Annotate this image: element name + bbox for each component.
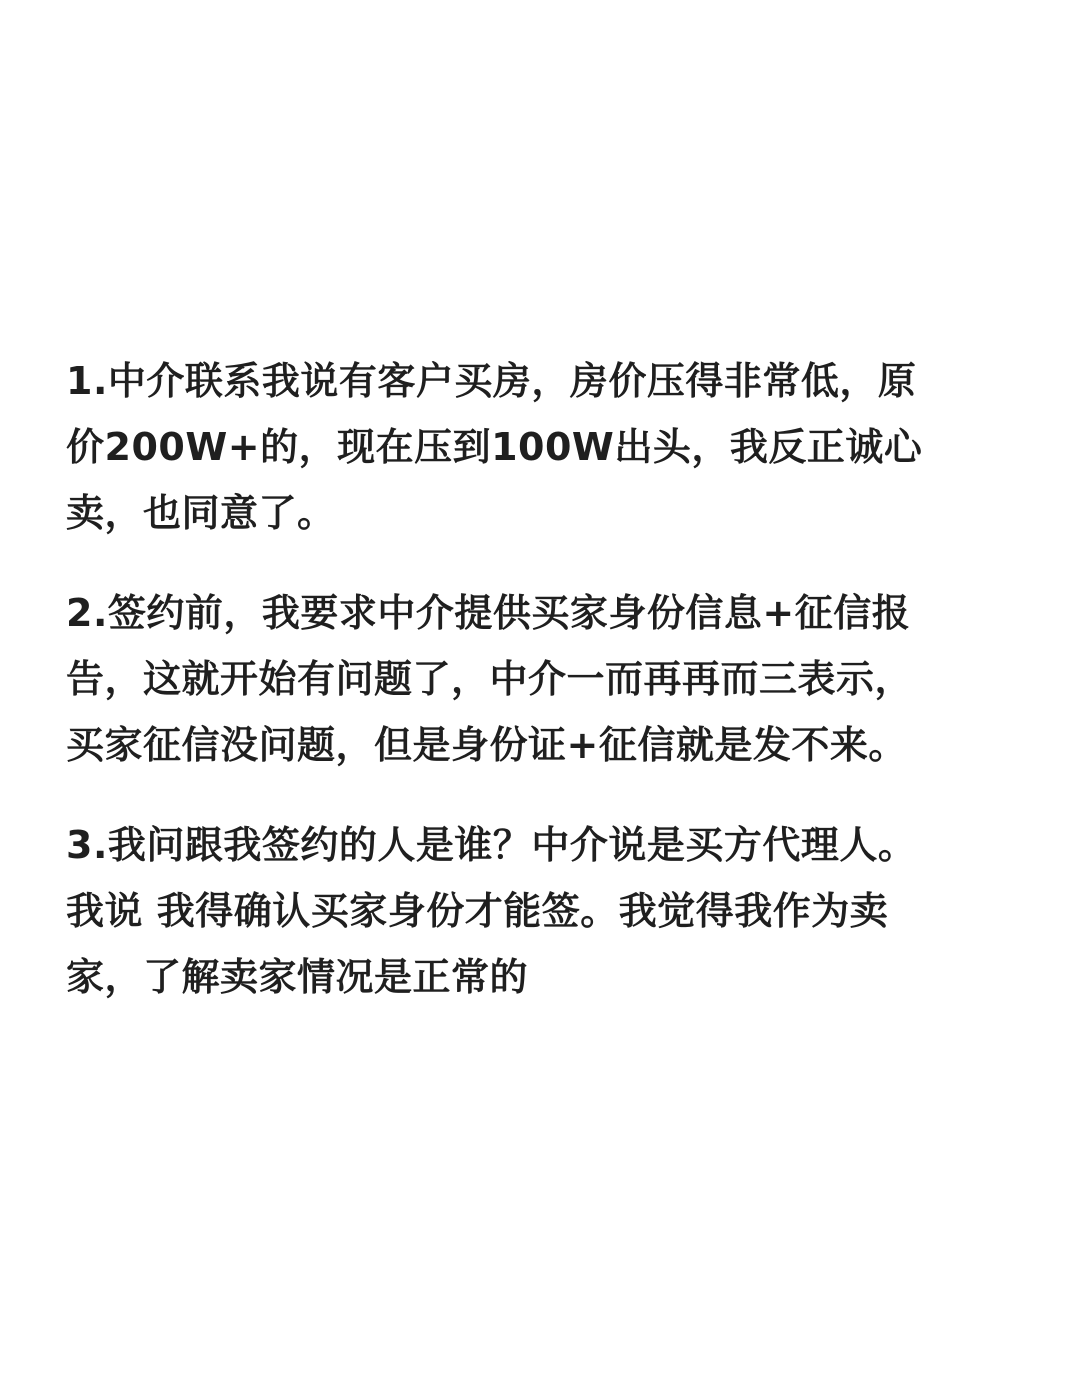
paragraph-line: 我说 我得确认买家身份才能签。我觉得我作为卖: [66, 889, 889, 933]
paragraph-line: 价200W+的，现在压到100W出头，我反正诚心: [66, 425, 923, 469]
paragraph-line: 家，了解卖家情况是正常的: [66, 955, 529, 999]
paragraph-line: 买家征信没问题，但是身份证+征信就是发不来。: [66, 723, 907, 767]
document-body: [66, 348, 1006, 1044]
paragraph-1: [66, 348, 1006, 546]
paragraph-line: 1.中介联系我说有客户买房，房价压得非常低，原: [66, 359, 917, 403]
paragraph-line: 2.签约前，我要求中介提供买家身份信息+征信报: [66, 591, 911, 635]
paragraph-line: 3.我问跟我签约的人是谁？中介说是买方代理人。: [66, 823, 917, 867]
paragraph-3: [66, 812, 1006, 1010]
paragraph-line: 卖，也同意了。: [66, 491, 336, 535]
paragraph-line: 告，这就开始有问题了，中介一而再再而三表示，: [66, 657, 914, 701]
paragraph-2: [66, 580, 1006, 778]
